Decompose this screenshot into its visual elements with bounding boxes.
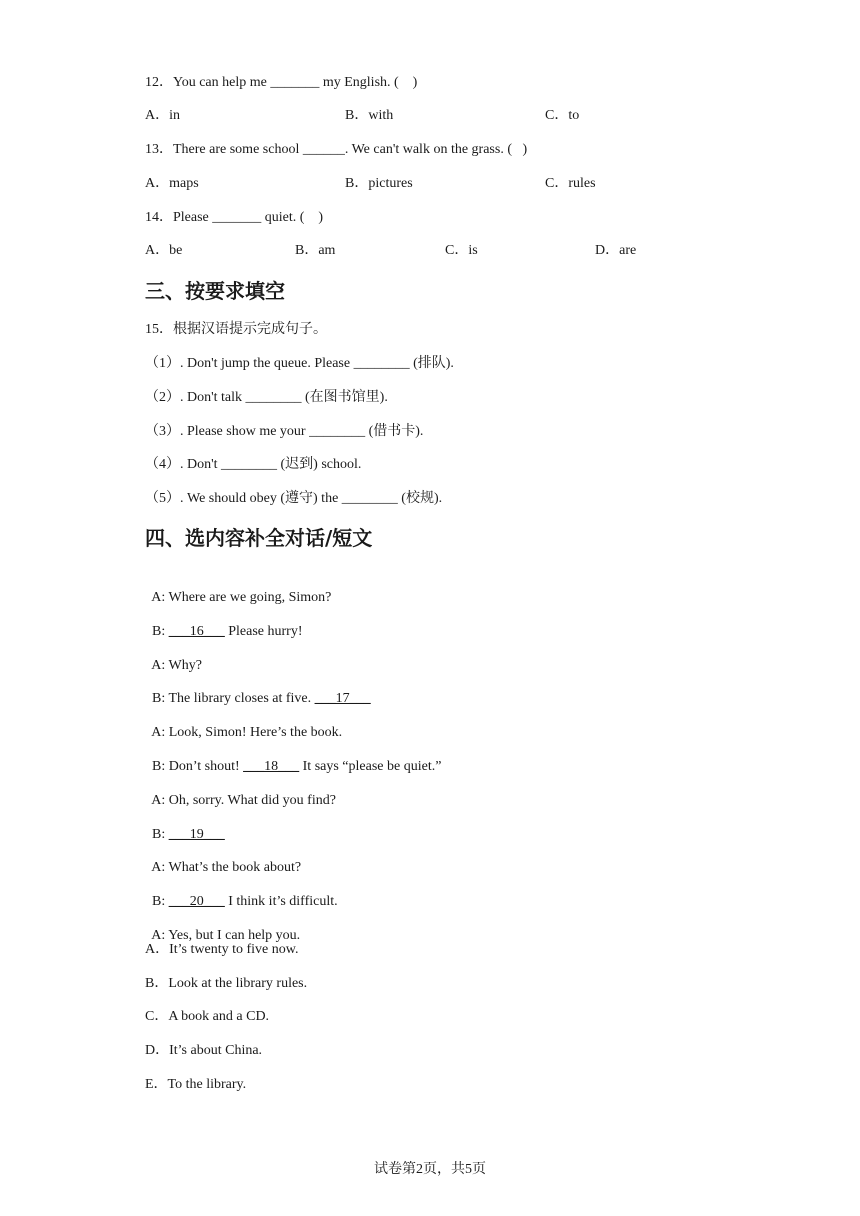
dialogue-text: A: Look, Simon! Here’s the book. [151,725,343,740]
choice-e: E．To the library. [145,1077,247,1092]
question-13-option-b: B．pictures [345,176,413,191]
choice-d: D．It’s about China. [145,1043,263,1058]
question-12-option-b: B．with [345,108,394,123]
fill-item-4: （4）. Don't ________ (迟到) school. [145,457,362,472]
question-13-option-c: C．rules [545,176,596,191]
dialogue-text: A: Why? [151,658,202,673]
blank-17: ___17___ [314,691,371,706]
question-12-stem: 12．You can help me _______ my English. ( ) [145,75,418,90]
question-13-stem: 13．There are some school ______. We can't walk on the grass. ( ) [145,142,528,157]
dialogue-text: B: [152,624,169,639]
question-12-option-a: A．in [145,108,180,123]
choice-c: C．A book and a CD. [145,1009,270,1024]
fill-item-3: （3）. Please show me your ________ (借书卡). [145,424,424,439]
dialogue-text: A: What’s the book about? [151,860,302,875]
dialogue-text: A: Where are we going, Simon? [151,590,332,605]
dialogue-text: B: Don’t shout! [152,759,244,774]
choice-b: B．Look at the library rules. [145,976,308,991]
fill-item-2: （2）. Don't talk ________ (在图书馆里). [145,390,388,405]
fill-item-1: （1）. Don't jump the queue. Please ________ (排队). [145,356,454,371]
dialogue-text: A: Oh, sorry. What did you find? [151,793,336,808]
blank-20: ___20___ [168,894,225,909]
page-footer: 试卷第2页，共5页 [374,1162,486,1177]
question-14-option-a: A．be [145,243,183,258]
question-14-stem: 14．Please _______ quiet. ( ) [145,210,324,225]
dialogue-text: B: [152,827,169,842]
dialogue-text: B: [152,894,169,909]
section-3-heading: 三、按要求填空 [145,279,285,303]
blank-16: ___16___ [168,624,225,639]
question-12-option-c: C．to [545,108,580,123]
dialogue-text: I think it’s difficult. [224,894,338,909]
dialogue-text: Please hurry! [224,624,303,639]
dialogue-text: A: Yes, but I can help you. [151,928,301,943]
blank-18: ___18___ [243,759,300,774]
section-4-heading: 四、选内容补全对话/短文 [145,526,373,550]
question-15-prompt: 15．根据汉语提示完成句子。 [145,322,327,337]
blank-19: ___19___ [168,827,225,842]
question-14-option-c: C．is [445,243,478,258]
choice-a: A．It’s twenty to five now. [145,942,299,957]
fill-item-5: （5）. We should obey (遵守) the ________ (校规). [145,491,443,506]
dialogue-text: It says “please be quiet.” [299,759,442,774]
question-14-option-d: D．are [595,243,637,258]
question-14-option-b: B．am [295,243,336,258]
question-13-option-a: A．maps [145,176,199,191]
dialogue-text: B: The library closes at five. [152,691,315,706]
